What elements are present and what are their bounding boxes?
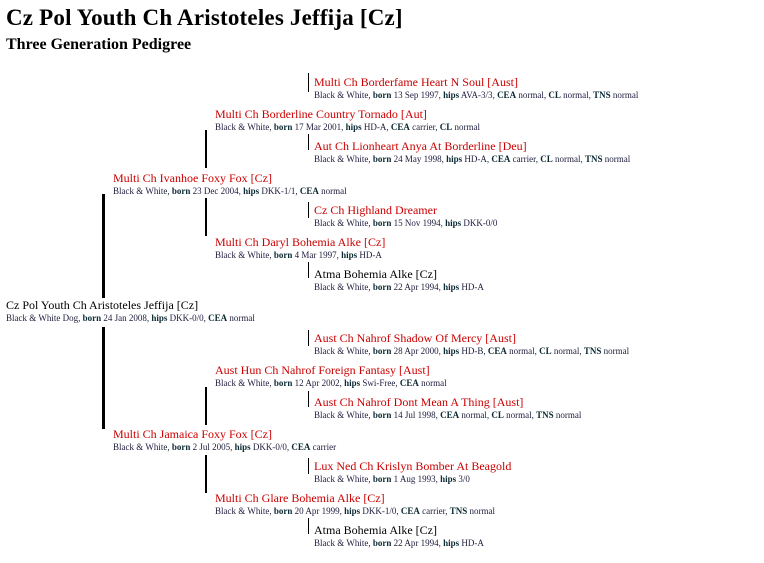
dog-name[interactable]: Multi Ch Daryl Bohemia Alke [Cz] — [215, 235, 386, 249]
pedigree-sss — [314, 75, 638, 101]
bracket-sire-sd — [205, 198, 207, 236]
dog-name[interactable]: Multi Ch Ivanhoe Foxy Fox [Cz] — [113, 171, 272, 185]
dog-info: Black & White, born 14 Jul 1998, CEA normal, CL normal, TNS normal — [314, 410, 582, 420]
dog-info: Black & White, born 1 Aug 1993, hips 3/0 — [314, 474, 470, 484]
pedigree-dsd — [314, 395, 581, 421]
dog-info: Black & White, born 23 Dec 2004, hips DKK-1/1, CEA normal — [113, 186, 347, 196]
bracket-ss-ssd — [308, 134, 309, 150]
pedigree-sire-sire — [215, 107, 480, 133]
bracket-dd-ddd — [308, 518, 309, 534]
dog-name[interactable]: Aust Ch Nahrof Shadow Of Mercy [Aust] — [314, 331, 516, 345]
dog-name: Atma Bohemia Alke [Cz] — [314, 267, 437, 281]
dog-info: Black & White Dog, born 24 Jan 2008, hips DKK-0/0, CEA normal — [6, 313, 255, 323]
dog-info: Black & White, born 15 Nov 1994, hips DKK-0/0 — [314, 218, 498, 228]
dog-info: Black & White, born 4 Mar 1997, hips HD-A — [215, 250, 382, 260]
dog-info: Black & White, born 22 Apr 1994, hips HD-A — [314, 282, 484, 292]
dog-info: Black & White, born 13 Sep 1997, hips AVA-3/3, CEA normal, CL normal, TNS normal — [314, 90, 639, 100]
pedigree-ssd — [314, 139, 630, 165]
dog-info: Black & White, born 22 Apr 1994, hips HD-A — [314, 538, 484, 548]
pedigree-sire-dam — [215, 235, 385, 261]
dog-info: Black & White, born 24 May 1998, hips HD-A, CEA carrier, CL normal, TNS normal — [314, 154, 631, 164]
dog-name[interactable]: Aust Hun Ch Nahrof Foreign Fantasy [Aust] — [215, 363, 430, 377]
dog-name[interactable]: Cz Pol Youth Ch Aristoteles Jeffija [Cz] — [6, 298, 199, 312]
pedigree-dam-dam — [215, 491, 495, 517]
bracket-sd-sdd — [308, 262, 309, 278]
pedigree-sdd — [314, 267, 484, 293]
dog-name[interactable]: Aust Ch Nahrof Dont Mean A Thing [Aust] — [314, 395, 524, 409]
bracket-subject-dam — [102, 327, 105, 429]
dog-name[interactable]: Cz Ch Highland Dreamer — [314, 203, 437, 217]
dog-name[interactable]: Lux Ned Ch Krislyn Bomber At Beagold — [314, 459, 512, 473]
pedigree-dds — [314, 459, 511, 485]
dog-info: Black & White, born 2 Jul 2005, hips DKK-0/0, CEA carrier — [113, 442, 337, 452]
dog-name: Atma Bohemia Alke [Cz] — [314, 523, 437, 537]
pedigree-dss — [314, 331, 629, 357]
dog-info: Black & White, born 17 Mar 2001, hips HD-A, CEA carrier, CL normal — [215, 122, 481, 132]
pedigree-subject — [6, 298, 255, 324]
bracket-subject-sire — [102, 194, 105, 298]
bracket-ss-sss — [308, 73, 309, 92]
pedigree-ddd — [314, 523, 484, 549]
dog-info: Black & White, born 28 Apr 2000, hips HD-B, CEA normal, CL normal, TNS normal — [314, 346, 630, 356]
dog-name[interactable]: Multi Ch Borderfame Heart N Soul [Aust] — [314, 75, 518, 89]
dog-name[interactable]: Multi Ch Jamaica Foxy Fox [Cz] — [113, 427, 272, 441]
bracket-dam-ds — [205, 387, 207, 425]
bracket-dam-dd — [205, 455, 207, 493]
dog-name[interactable]: Aut Ch Lionheart Anya At Borderline [Deu] — [314, 139, 527, 153]
page-subtitle: Three Generation Pedigree — [6, 36, 192, 53]
bracket-sd-sds — [308, 202, 309, 218]
page-title: Cz Pol Youth Ch Aristoteles Jeffija [Cz] — [6, 5, 403, 30]
pedigree-sds — [314, 203, 497, 229]
bracket-sire-ss — [205, 130, 207, 168]
pedigree-sire — [113, 171, 347, 197]
pedigree-dam-sire — [215, 363, 447, 389]
bracket-ds-dss — [308, 330, 309, 346]
dog-info: Black & White, born 12 Apr 2002, hips Swi-Free, CEA normal — [215, 378, 447, 388]
bracket-dd-dds — [308, 458, 309, 474]
dog-name[interactable]: Multi Ch Borderline Country Tornado [Aut] — [215, 107, 427, 121]
pedigree-dam — [113, 427, 336, 453]
dog-info: Black & White, born 20 Apr 1999, hips DKK-1/0, CEA carrier, TNS normal — [215, 506, 496, 516]
dog-name[interactable]: Multi Ch Glare Bohemia Alke [Cz] — [215, 491, 385, 505]
bracket-ds-dsd — [308, 391, 309, 407]
